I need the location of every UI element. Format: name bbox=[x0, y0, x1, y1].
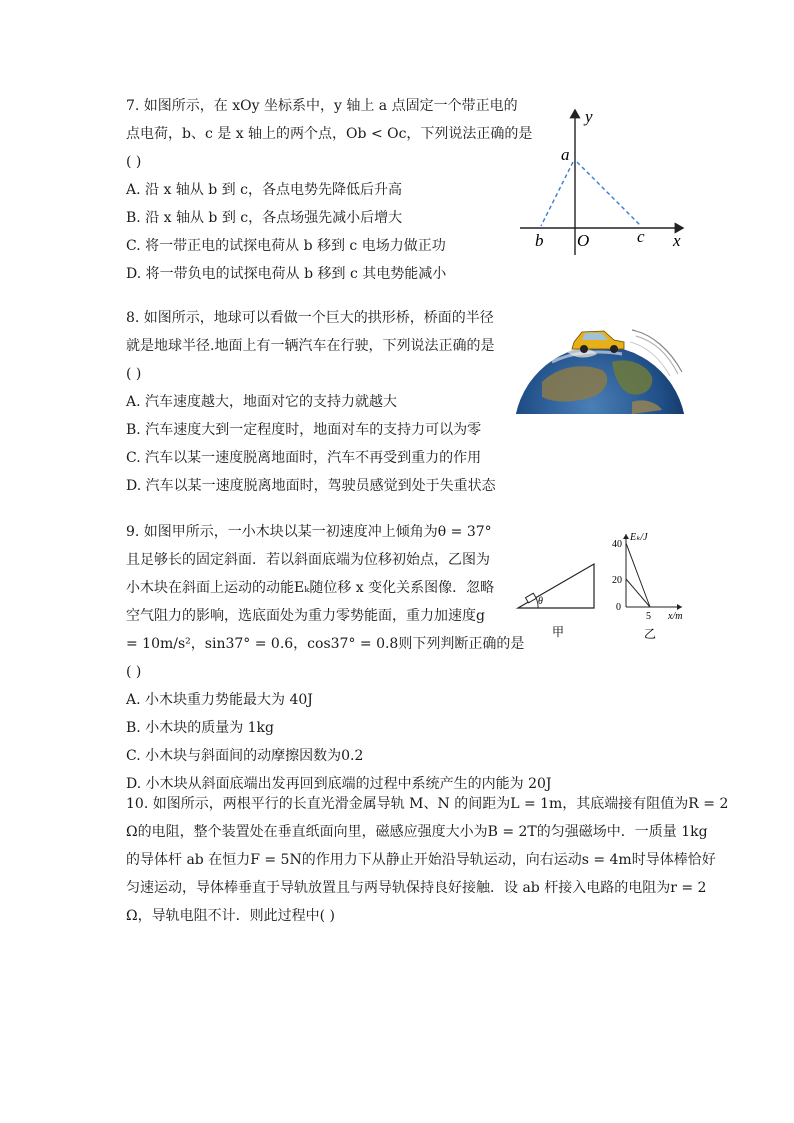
question-10-line-5: Ω，导轨电阻不计．则此过程中( ) bbox=[126, 908, 335, 924]
incline-caption: 甲 bbox=[552, 625, 565, 639]
question-9-option-d: D. 小木块从斜面底端出发再回到底端的过程中系统产生的内能为 20J bbox=[126, 776, 552, 792]
y-axis-label: y bbox=[585, 107, 593, 126]
theta-label: θ bbox=[538, 596, 543, 607]
question-9-line-2: 且足够长的固定斜面．若以斜面底端为位移初始点，乙图为 bbox=[126, 552, 490, 568]
question-9-line-5: = 10m/s²，sin37° = 0.6，cos37° = 0.8则下列判断正确的是 bbox=[126, 636, 525, 652]
question-7-line-1: 7. 如图所示，在 xOy 坐标系中，y 轴上 a 点固定一个带正电的 bbox=[126, 98, 518, 114]
question-7-option-d: D. 将一带负电的试探电荷从 b 移到 c 其电势能减小 bbox=[126, 266, 447, 282]
question-9-line-6: ( ) bbox=[126, 664, 142, 680]
question-10-line-1: 10. 如图所示，两根平行的长直光滑金属导轨 M、N 的间距为L = 1m，其底端接有阻值为R = 2 bbox=[126, 796, 729, 812]
question-7-option-c: C. 将一带正电的试探电荷从 b 移到 c 电场力做正功 bbox=[126, 238, 446, 254]
question-9-option-b: B. 小木块的质量为 1kg bbox=[126, 720, 274, 736]
question-9-line-4: 空气阻力的影响，选底面处为重力零势能面，重力加速度g bbox=[126, 608, 485, 624]
ek-up-line bbox=[626, 543, 650, 607]
question-9-line-3: 小木块在斜面上运动的动能Eₖ随位移 x 变化关系图像．忽略 bbox=[126, 580, 495, 596]
tick-0: 0 bbox=[616, 602, 621, 613]
dashed-line-ac bbox=[577, 162, 641, 226]
point-b-label: b bbox=[535, 231, 544, 250]
question-8-option-d: D. 汽车以某一速度脱离地面时，驾驶员感觉到处于失重状态 bbox=[126, 478, 496, 494]
question-9-ek-graph bbox=[606, 528, 698, 646]
question-8-line-3: ( ) bbox=[126, 366, 142, 382]
wooden-block bbox=[526, 593, 537, 603]
tick-40: 40 bbox=[612, 539, 622, 550]
question-7-option-a: A. 沿 x 轴从 b 到 c，各点电势先降低后升高 bbox=[126, 182, 402, 198]
graph-caption: 乙 bbox=[644, 627, 657, 641]
question-8 bbox=[126, 304, 496, 500]
question-10-line-2: Ω的电阻，整个装置处在垂直纸面向里，磁感应强度大小为B = 2T的匀强磁场中．一质量 1kg bbox=[126, 824, 708, 840]
question-7-figure bbox=[515, 100, 695, 260]
question-8-option-b: B. 汽车速度大到一定程度时，地面对车的支持力可以为零 bbox=[126, 422, 482, 438]
question-10-line-4: 匀速运动，导体棒垂直于导轨放置且与两导轨保持良好接触．设 ab 杆接入电路的电阻为r = 2 bbox=[126, 880, 707, 896]
question-8-line-1: 8. 如图所示，地球可以看做一个巨大的拱形桥，桥面的半径 bbox=[126, 310, 494, 326]
question-9-incline-figure bbox=[510, 556, 605, 646]
tick-20: 20 bbox=[612, 575, 622, 586]
graph-x-axis-label: x/m bbox=[668, 611, 683, 622]
question-9-option-a: A. 小木块重力势能最大为 40J bbox=[126, 692, 313, 708]
question-9-option-c: C. 小木块与斜面间的动摩擦因数为0.2 bbox=[126, 748, 364, 764]
origin-label: O bbox=[577, 231, 590, 250]
point-a-label: a bbox=[561, 145, 570, 164]
question-8-option-a: A. 汽车速度越大，地面对它的支持力就越大 bbox=[126, 394, 398, 410]
question-9-line-1: 9. 如图甲所示，一小木块以某一初速度冲上倾角为θ = 37° bbox=[126, 524, 492, 540]
graph-y-axis-label: Eₖ/J bbox=[630, 532, 648, 543]
question-8-option-c: C. 汽车以某一速度脱离地面时，汽车不再受到重力的作用 bbox=[126, 450, 482, 466]
ek-down-line bbox=[626, 579, 650, 607]
question-8-earth-figure bbox=[512, 322, 692, 414]
question-10-line-3: 的导体杆 ab 在恒力F = 5N的作用力下从静止开始沿导轨运动，向右运动s = 4m时导体棒恰好 bbox=[126, 852, 716, 868]
x-axis-label: x bbox=[673, 231, 681, 250]
point-c-label: c bbox=[637, 227, 645, 246]
question-7-line-3: ( ) bbox=[126, 154, 142, 170]
question-7 bbox=[126, 92, 532, 288]
dashed-line-ab bbox=[541, 162, 573, 226]
question-9 bbox=[126, 518, 552, 798]
question-10 bbox=[126, 790, 728, 930]
question-8-line-2: 就是地球半径.地面上有一辆汽车在行驶，下列说法正确的是 bbox=[126, 338, 495, 354]
question-7-option-b: B. 沿 x 轴从 b 到 c，各点场强先减小后增大 bbox=[126, 210, 403, 226]
question-7-line-2: 点电荷，b、c 是 x 轴上的两个点，Ob < Oc，下列说法正确的是 bbox=[126, 126, 533, 142]
tick-5: 5 bbox=[646, 611, 651, 622]
